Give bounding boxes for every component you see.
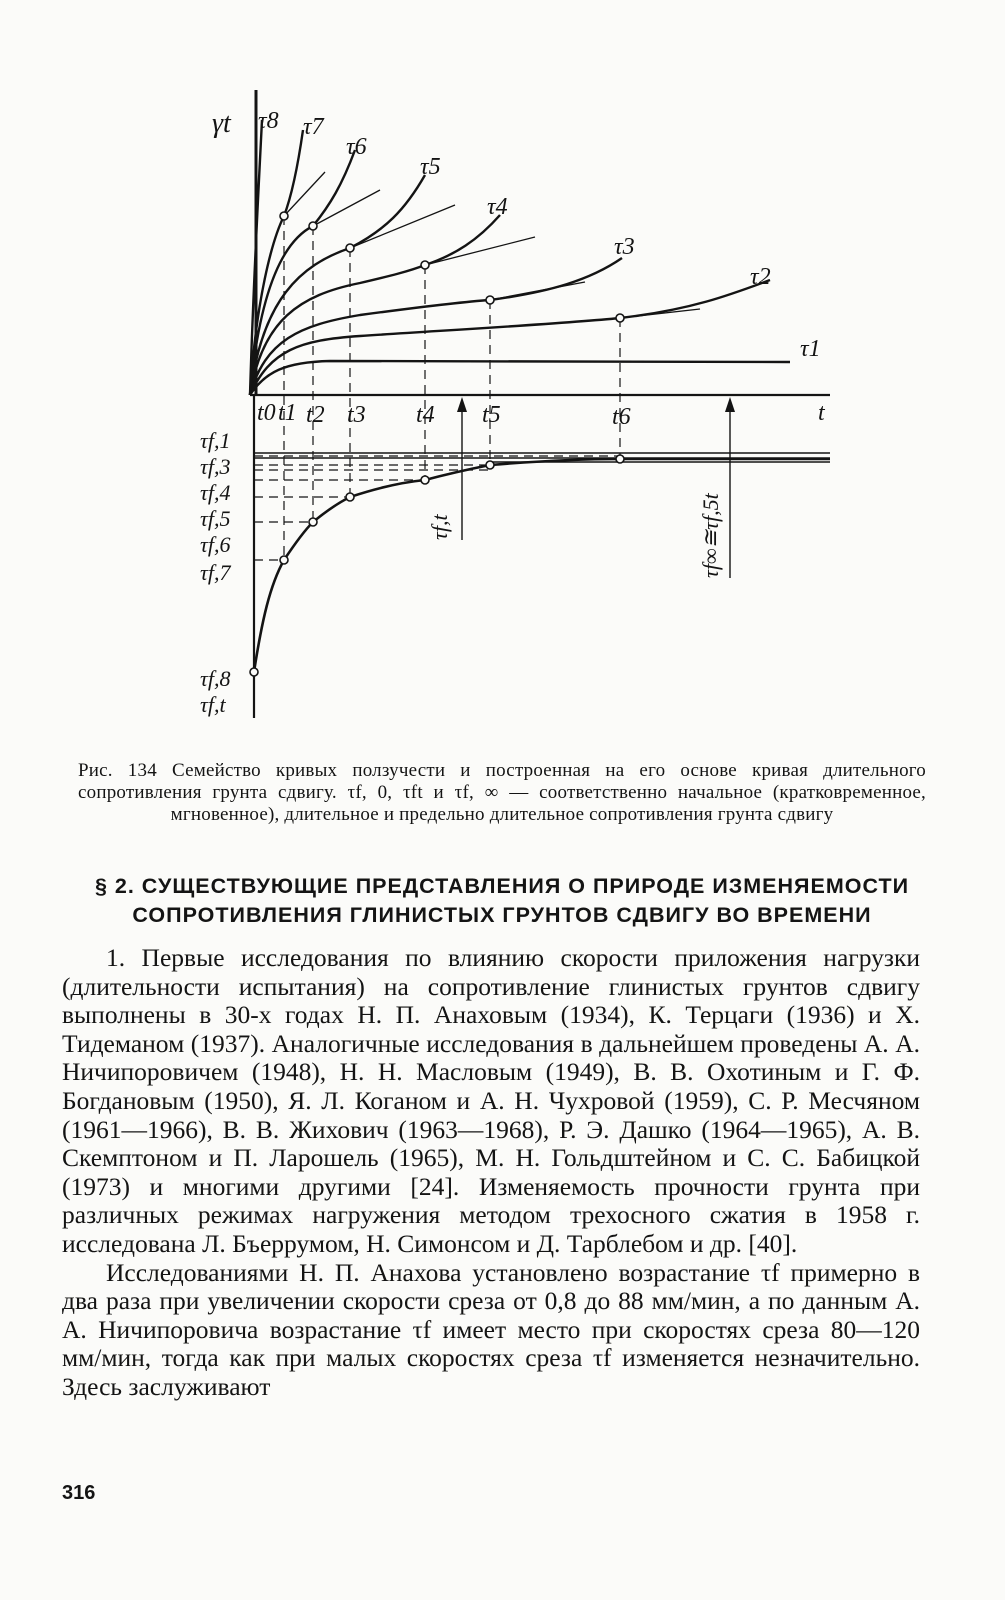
lower-label: τf,t <box>200 692 226 717</box>
time-label: t6 <box>612 404 631 430</box>
page-number: 316 <box>62 1482 96 1504</box>
curve-point <box>486 461 494 469</box>
section-heading: § 2. СУЩЕСТВУЮЩИЕ ПРЕДСТАВЛЕНИЯ О ПРИРОДЕ ИЗМЕНЯЕМОСТИ СОПРОТИВЛЕНИЯ ГЛИНИСТЫХ ГРУНТОВ СДВИГУ ВО ВРЕМЕНИ <box>94 874 910 927</box>
curve-label: τ4 <box>487 194 508 220</box>
time-label: t1 <box>278 400 297 426</box>
curve-label: τ7 <box>303 114 324 140</box>
curve-tau3 <box>250 258 622 395</box>
lower-label: τf,6 <box>200 532 231 557</box>
curve-point <box>421 261 429 269</box>
y-axis-label: γt <box>212 108 231 139</box>
annotation-tau-ft: τf,t <box>427 514 452 540</box>
lower-label: τf,5 <box>200 506 231 531</box>
curve-label: τ1 <box>800 336 821 362</box>
tangent-line <box>490 282 585 300</box>
curve-label: τ2 <box>750 264 771 290</box>
tangent-line <box>350 205 455 248</box>
curve-point <box>421 476 429 484</box>
curve-point <box>346 244 354 252</box>
curve-label: τ3 <box>614 234 635 260</box>
tangent-line <box>313 190 380 226</box>
curve-point <box>280 212 288 220</box>
curve-label: τ8 <box>258 108 279 134</box>
curve-point <box>616 455 624 463</box>
curve-point <box>309 222 317 230</box>
curve-point <box>346 493 354 501</box>
lower-label: τf,4 <box>200 480 231 505</box>
lower-label: τf,7 <box>200 560 231 585</box>
curve-point <box>616 314 624 322</box>
annotation-tau-f-infinity: τf∞≅τf,5t <box>698 493 723 578</box>
curve-tau1 <box>250 361 790 395</box>
time-label: t3 <box>347 402 366 428</box>
lower-label: τf,8 <box>200 666 231 691</box>
curve-point <box>250 668 258 676</box>
time-label: t5 <box>482 402 501 428</box>
curve-point <box>280 556 288 564</box>
lower-label: τf,1 <box>200 428 231 453</box>
paragraph: Исследованиями Н. П. Анахова установлено возрастание τf примерно в два раза при увеличении скорости среза от 0,8 до 88 мм/мин, а по данным А. А. Ничипоровича возрастание τf имеет место при скоростях среза 80—120 мм/мин, тогда как при малых скоростях среза τf изменяется незначительно. Здесь заслуживают <box>62 1257 920 1401</box>
time-label: t0 <box>257 400 276 426</box>
curve-point <box>309 518 317 526</box>
body-text <box>62 944 920 1402</box>
creep-curves-figure <box>0 0 1005 760</box>
curve-tau4 <box>250 215 500 395</box>
long-term-strength-curve <box>254 459 830 672</box>
time-label: t4 <box>416 402 435 428</box>
curve-label: τ6 <box>346 134 367 160</box>
tangent-line <box>620 309 700 318</box>
x-axis-label: t <box>818 400 825 426</box>
time-label: t2 <box>306 402 325 428</box>
lower-label: τf,3 <box>200 454 231 479</box>
figure-caption: Рис. 134 Семейство кривых ползучести и построенная на его основе кривая длительного сопротивления грунта сдвигу. τf, 0, τft и τf, ∞ — соответственно начальное (кратковременное, мгновенное), длительное и предельно длительное сопротивления грунта сдвигу <box>78 760 926 825</box>
curve-point <box>486 296 494 304</box>
paragraph: 1. Первые исследования по влиянию скорости приложения нагрузки (длительности испытания) на сопротивление глинистых грунтов сдвигу выполнены в 30-х годах Н. П. Анаховым (1934), К. Терцаги (1936) и Х. Тидеманом (1937). Аналогичные исследования в дальнейшем проведены А. А. Ничипоровичем (1948), Н. Н. Масловым (1949), В. В. Охотиным и Г. Ф. Богдановым (1950), Я. Л. Коганом и А. Н. Чухровой (1959), С. Р. Месчяном (1961—1966), В. В. Жихович (1963—1968), Р. Э. Дашко (1964—1965), А. В. Скемптоном и П. Ларошель (1965), М. Н. Гольдштейном и С. С. Бабицкой (1973) и многими другими [24]. Изменяемость прочности грунта при различных режимах нагружения методом трехосного сжатия в 1958 г. исследована Л. Бъеррумом, Н. Симонсом и Д. Тарблебом и др. [40]. <box>62 943 920 1258</box>
curve-label: τ5 <box>420 154 441 180</box>
tangent-line <box>425 237 535 265</box>
